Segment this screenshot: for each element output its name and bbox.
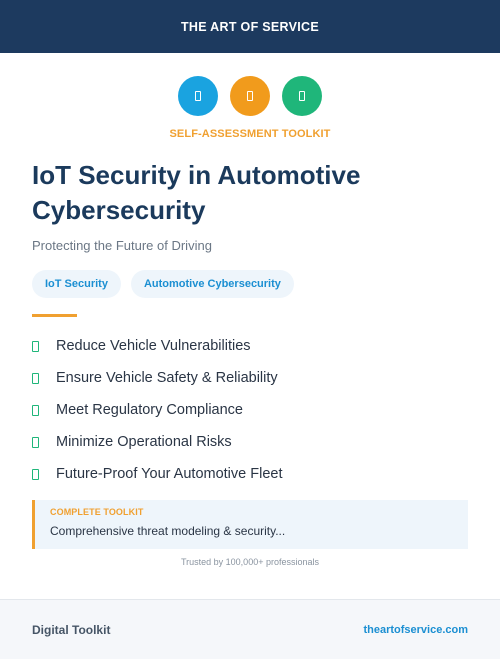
tag-automotive-cybersecurity[interactable]: Automotive Cybersecurity <box>131 270 294 298</box>
page-subtitle: Protecting the Future of Driving <box>32 238 212 253</box>
check-icon <box>32 341 39 352</box>
brand-name: THE ART OF SERVICE <box>180 19 320 34</box>
benefit-text: Reduce Vehicle Vulnerabilities <box>56 338 251 354</box>
check-icon <box>32 373 39 384</box>
list-item <box>32 362 283 394</box>
benefit-text: Ensure Vehicle Safety & Reliability <box>56 370 278 386</box>
check-icon <box>32 469 39 480</box>
glyph-icon <box>247 91 253 101</box>
green-badge-icon <box>282 76 322 116</box>
accent-divider <box>32 314 77 317</box>
benefit-text: Future-Proof Your Automotive Fleet <box>56 466 283 482</box>
list-item <box>32 394 283 426</box>
list-item <box>32 426 283 458</box>
glyph-icon <box>299 91 305 101</box>
header-bar <box>0 0 500 53</box>
footer-bar <box>0 599 500 659</box>
toolkit-callout <box>32 500 468 549</box>
callout-label: COMPLETE TOOLKIT <box>50 507 144 517</box>
check-icon <box>32 405 39 416</box>
orange-badge-icon <box>230 76 270 116</box>
benefit-text: Minimize Operational Risks <box>56 434 232 450</box>
benefit-list <box>32 330 283 490</box>
page-title: IoT Security in Automotive Cybersecurity <box>32 160 361 225</box>
list-item <box>32 458 283 490</box>
toolkit-kicker: SELF-ASSESSMENT TOOLKIT <box>169 128 331 140</box>
benefit-text: Meet Regulatory Compliance <box>56 402 243 418</box>
tag-iot-security[interactable]: IoT Security <box>32 270 121 298</box>
callout-text: Comprehensive threat modeling & security... <box>50 524 286 538</box>
glyph-icon <box>195 91 201 101</box>
footer-label: Digital Toolkit <box>32 622 111 637</box>
icon-row <box>0 76 500 116</box>
tag-list <box>32 270 294 298</box>
blue-badge-icon <box>178 76 218 116</box>
trust-line: Trusted by 100,000+ professionals <box>180 557 319 567</box>
check-icon <box>32 437 39 448</box>
website-link[interactable]: theartofservice.com <box>363 623 468 636</box>
list-item <box>32 330 283 362</box>
